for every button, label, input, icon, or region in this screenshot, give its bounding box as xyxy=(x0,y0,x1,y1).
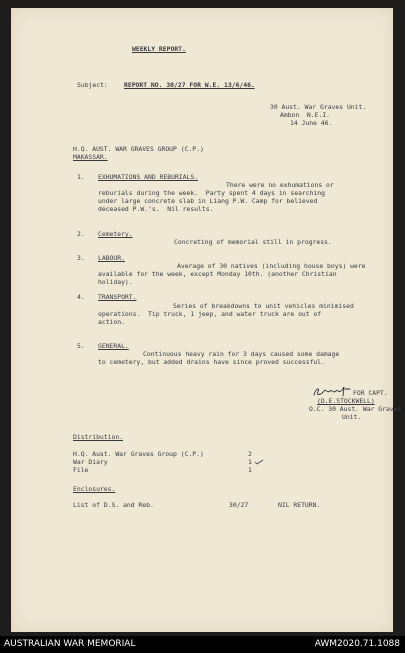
subject-text: REPORT NO. 30/27 FOR W.E. 13/6/46. xyxy=(124,81,255,89)
unit-date: 14 June 46. xyxy=(290,119,333,127)
signatory-name: (D.E.STOCKWELL) xyxy=(317,397,375,405)
section-4-line: action. xyxy=(98,318,125,326)
footer-accession-number: AWM2020.71.1088 xyxy=(314,639,400,649)
enclosure-item: List of D.S. and Reb. xyxy=(73,501,154,509)
tick-mark-icon xyxy=(254,459,264,465)
section-4-heading: TRANSPORT. xyxy=(98,293,137,301)
footer-source: AUSTRALIAN WAR MEMORIAL xyxy=(4,639,136,649)
unit-line-2: Ambon N.E.I. xyxy=(280,111,331,119)
distribution-count: 1 xyxy=(248,458,252,466)
signatory-role: O.C. 30 Aust. War Graves xyxy=(309,405,402,413)
section-5-line: to cemetery, but added drains have since proved successful. xyxy=(98,358,326,366)
addressee-line-1: H.Q. AUST. WAR GRAVES GROUP (C.P.) xyxy=(73,145,204,153)
section-2-number: 2. xyxy=(77,230,85,238)
enclosures-heading: Enclosures. xyxy=(73,485,116,493)
document-title: WEEKLY REPORT. xyxy=(132,45,186,53)
section-3-line: available for the week, except Monday 10th. (another Christian xyxy=(98,270,337,278)
section-4-number: 4. xyxy=(77,293,85,301)
signature-for: FOR CAPT. xyxy=(353,389,388,397)
distribution-count: 2 xyxy=(248,450,252,458)
distribution-count: 1 xyxy=(248,466,252,474)
signatory-role-unit: Unit. xyxy=(342,413,362,421)
unit-line-1: 30 Aust. War Graves Unit. xyxy=(270,103,367,111)
subject-label: Subject: xyxy=(77,81,108,89)
distribution-recipient: War Diary xyxy=(73,458,108,466)
section-5-line: Continuous heavy rain for 3 days caused some damage xyxy=(143,350,340,358)
section-2-heading: Cemetery. xyxy=(98,230,133,238)
section-1-line: under large concrete slab in Liang P.W. Camp for believed xyxy=(98,197,318,205)
section-4-line: operations. Tip truck, 1 jeep, and water truck are out of xyxy=(98,310,322,318)
section-1-line: deceased P.W.'s. Nil results. xyxy=(98,205,214,213)
enclosure-status: NIL RETURN. xyxy=(278,501,321,509)
addressee-line-2: MAKASSAR. xyxy=(73,153,108,161)
section-3-number: 3. xyxy=(77,254,85,262)
document-page xyxy=(11,8,402,632)
section-3-heading: LABOUR. xyxy=(98,254,125,262)
archive-footer-bar xyxy=(0,636,405,653)
section-5-heading: GENERAL. xyxy=(98,342,129,350)
section-5-number: 5. xyxy=(77,342,85,350)
section-3-line: holiday). xyxy=(98,278,133,286)
distribution-recipient: H.Q. Aust. War Graves Group (C.P.) xyxy=(73,450,204,458)
section-3-line: Average of 30 natives (including house boys) were xyxy=(177,262,366,270)
enclosure-ref: 30/27 xyxy=(229,501,249,509)
section-1-line: reburials during the week. Party spent 4 days in searching xyxy=(98,189,326,197)
distribution-recipient: File xyxy=(73,466,89,474)
section-1-number: 1. xyxy=(77,173,85,181)
section-1-line: There were no exhumations or xyxy=(226,181,334,189)
section-1-heading: EXHUMATIONS AND REBURIALS. xyxy=(98,173,199,181)
section-4-line: Series of breakdowns to unit vehicles minimised xyxy=(173,302,354,310)
distribution-heading: Distribution. xyxy=(73,433,124,441)
section-2-line: Concreting of memorial still in progress. xyxy=(174,238,332,246)
